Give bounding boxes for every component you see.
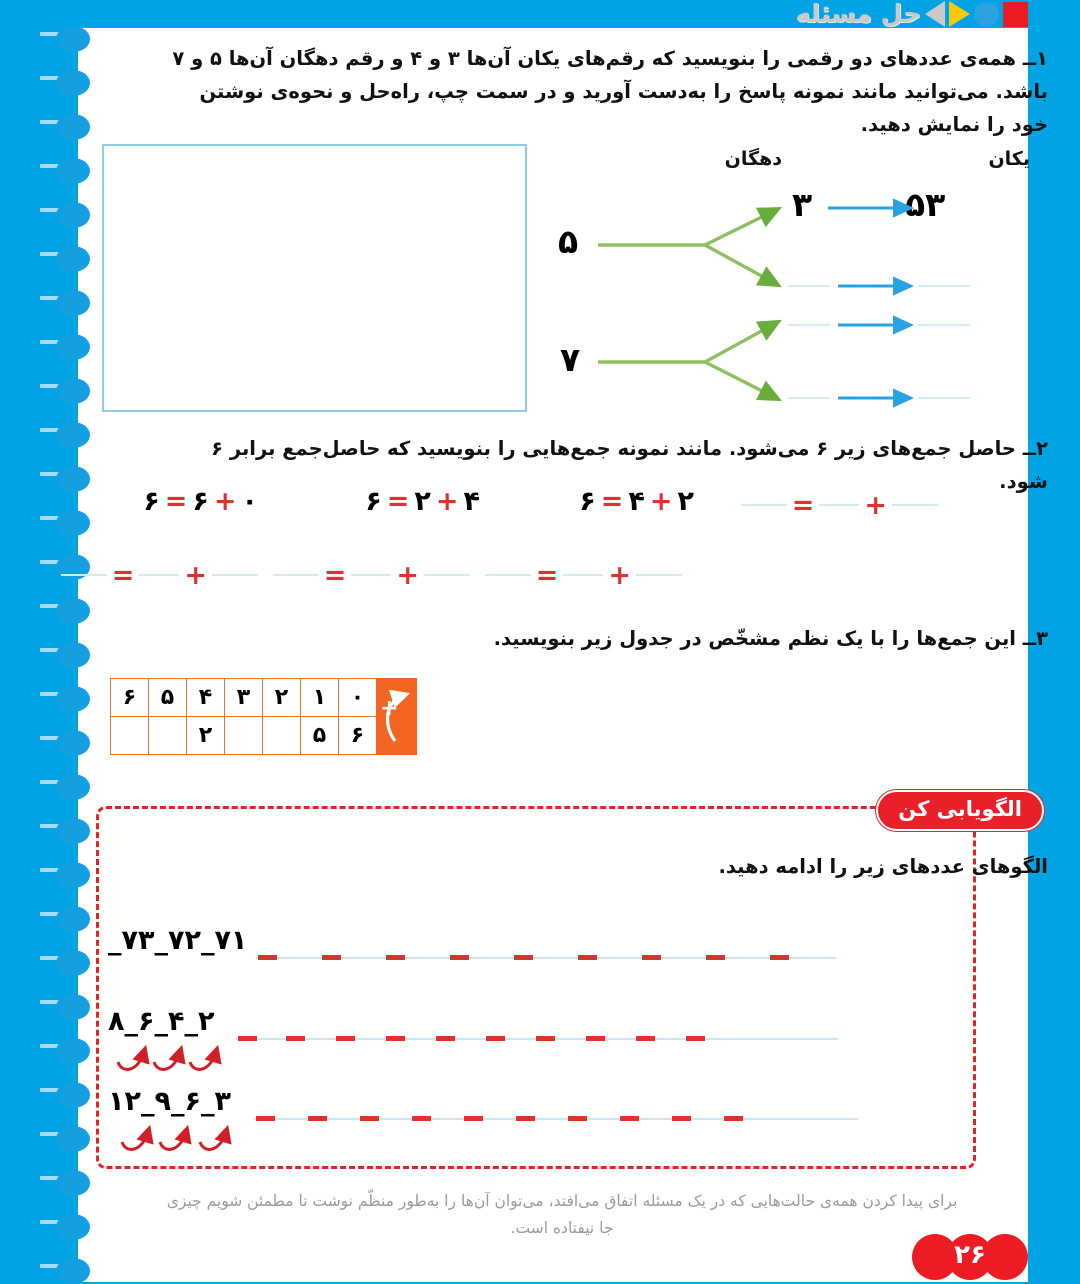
spiral-ring bbox=[56, 246, 90, 272]
equation-2-result: ۶ bbox=[365, 486, 382, 517]
spiral-ring bbox=[56, 70, 90, 96]
pattern-row-1-numbers: ۷۱_۷۲_۷۳_ bbox=[108, 925, 248, 956]
pattern-badge: الگویابی کن bbox=[876, 790, 1044, 831]
equals-sign: = bbox=[386, 486, 410, 517]
spiral-ring bbox=[56, 1038, 90, 1064]
plus-sign: + bbox=[608, 559, 631, 591]
tree-ones-digit-filled: ۳ bbox=[792, 185, 813, 224]
spiral-ring bbox=[56, 334, 90, 360]
pattern-row-3-numbers: ۳_۶_۹_۱۲ bbox=[108, 1086, 231, 1117]
spiral-ring bbox=[56, 466, 90, 492]
pattern-prompt-text: الگوهای عددهای زیر را ادامه دهید. bbox=[718, 855, 1048, 878]
pattern-row-1[interactable] bbox=[108, 925, 938, 985]
table-cell: ۲ bbox=[263, 679, 301, 717]
tree-label-tens: دهگان bbox=[724, 148, 782, 170]
blue-circle-icon bbox=[974, 2, 999, 27]
equation-1-result: ۶ bbox=[143, 486, 160, 517]
spiral-ring bbox=[56, 26, 90, 52]
spiral-ring bbox=[56, 642, 90, 668]
spiral-ring bbox=[56, 510, 90, 536]
page-number-text: ۲۶ bbox=[954, 1240, 986, 1270]
pattern-row-3[interactable] bbox=[108, 1086, 938, 1146]
spiral-ring bbox=[56, 1214, 90, 1240]
pattern-row-1-line bbox=[256, 957, 836, 959]
answer-work-box[interactable] bbox=[102, 144, 527, 412]
table-cell-input[interactable]: ۲ bbox=[187, 717, 225, 755]
spiral-ring bbox=[56, 202, 90, 228]
table-cell-input[interactable] bbox=[225, 717, 263, 755]
table-header-plus-cell bbox=[377, 679, 417, 755]
spiral-ring bbox=[56, 686, 90, 712]
table-cell: ۵ bbox=[149, 679, 187, 717]
equation-blank-2[interactable] bbox=[61, 559, 258, 591]
equation-1-a: ۰ bbox=[241, 486, 258, 517]
plus-icon: + bbox=[380, 696, 399, 721]
plus-sign: + bbox=[184, 559, 207, 591]
banner-title: حل مسئله bbox=[795, 0, 921, 28]
equation-blank-1[interactable] bbox=[741, 489, 938, 521]
table-cell: ۰ bbox=[339, 679, 377, 717]
yellow-triangle-icon bbox=[949, 1, 970, 27]
table-cell-input[interactable] bbox=[263, 717, 301, 755]
spiral-ring bbox=[56, 290, 90, 316]
table-cell: ۱ bbox=[301, 679, 339, 717]
table-cell: ۶ bbox=[111, 679, 149, 717]
spiral-ring bbox=[56, 1170, 90, 1196]
equation-blank-3[interactable] bbox=[273, 559, 470, 591]
spiral-ring bbox=[56, 1258, 90, 1284]
spiral-ring bbox=[56, 1082, 90, 1108]
spiral-ring bbox=[56, 378, 90, 404]
table-row bbox=[111, 679, 417, 717]
question-2-text: ۲ــ حاصل جمع‌های زیر ۶ می‌شود. مانند نمونه جمع‌هایی را بنویسید که حاصل‌جمع برابر ۶ شود. bbox=[211, 437, 1048, 493]
equation-3-result: ۶ bbox=[579, 486, 596, 517]
table-cell-input[interactable] bbox=[111, 717, 149, 755]
equation-2-a: ۴ bbox=[463, 486, 480, 517]
tree-branches-svg bbox=[520, 140, 1020, 425]
equals-sign: = bbox=[791, 489, 815, 521]
equation-3 bbox=[579, 486, 694, 517]
plus-sign: + bbox=[435, 486, 459, 517]
question-1-text: ۱ــ همه‌ی عددهای دو رقمی را بنویسید که رقم‌های یکان آن‌ها ۳ و ۴ و رقم دهگان آن‌ها ۵ و ۷ باشد. می‌توانید مانند نمونه پاسخ را به‌دست آورید و در سمت چپ، راه‌حل و نحوه‌ی نوشتن خود را نمایش دهید. bbox=[172, 47, 1048, 136]
question-3-text: ۳ــ این جمع‌ها را با یک نظم مشخّص در جدول زیر بنویسید. bbox=[493, 627, 1048, 650]
equations-area bbox=[100, 478, 1000, 593]
table-cell-input[interactable]: ۵ bbox=[301, 717, 339, 755]
pattern-row-3-step-arrows bbox=[114, 1122, 254, 1156]
equals-sign: = bbox=[111, 559, 135, 591]
spiral-ring bbox=[56, 598, 90, 624]
plus-sign: + bbox=[649, 486, 673, 517]
equation-3-a: ۲ bbox=[677, 486, 694, 517]
tree-label-ones: یکان bbox=[988, 148, 1030, 170]
spiral-ring bbox=[56, 994, 90, 1020]
spiral-ring bbox=[56, 730, 90, 756]
table-cell-input[interactable]: ۶ bbox=[339, 717, 377, 755]
plus-sign: + bbox=[396, 559, 419, 591]
sum-table[interactable] bbox=[110, 678, 417, 755]
equals-sign: = bbox=[164, 486, 188, 517]
equation-2-b: ۲ bbox=[414, 486, 431, 517]
spiral-ring bbox=[56, 818, 90, 844]
spiral-ring bbox=[56, 774, 90, 800]
spiral-ring bbox=[56, 114, 90, 140]
arrow-shape-icon bbox=[925, 1, 945, 27]
spiral-binding bbox=[0, 0, 110, 1282]
equation-blank-4[interactable] bbox=[485, 559, 682, 591]
equals-sign: = bbox=[323, 559, 347, 591]
pattern-row-2-numbers: ۲_۴_۶_۸ bbox=[108, 1006, 215, 1037]
spiral-ring bbox=[56, 906, 90, 932]
table-cell: ۴ bbox=[187, 679, 225, 717]
equals-sign: = bbox=[600, 486, 624, 517]
curved-arrow-icon bbox=[385, 687, 419, 749]
spiral-ring bbox=[56, 422, 90, 448]
tree-result-filled: ۵۳ bbox=[905, 185, 946, 224]
plus-sign: + bbox=[213, 486, 237, 517]
page-number-badge bbox=[912, 1234, 1028, 1282]
equation-3-b: ۴ bbox=[628, 486, 645, 517]
spiral-ring bbox=[56, 862, 90, 888]
spiral-ring bbox=[56, 158, 90, 184]
table-cell-input[interactable] bbox=[149, 717, 187, 755]
spiral-ring bbox=[56, 950, 90, 976]
spiral-ring bbox=[56, 1126, 90, 1152]
equation-2 bbox=[365, 486, 480, 517]
footer-note: برای پیدا کردن همه‌ی حالت‌هایی که در یک مسئله اتفاق می‌افتد، می‌توان آن‌ها را به‌طور منظّم نوشت تا مطمئن شویم چیزی جا نیفتاده است. bbox=[166, 1192, 958, 1237]
pattern-row-2-step-arrows bbox=[110, 1042, 240, 1076]
table-row bbox=[111, 717, 417, 755]
equation-1 bbox=[143, 486, 258, 517]
chapter-banner bbox=[795, 0, 1028, 30]
equals-sign: = bbox=[535, 559, 559, 591]
pattern-row-2[interactable] bbox=[108, 1006, 938, 1066]
place-value-tree-diagram bbox=[520, 140, 1030, 425]
pattern-row-3-line bbox=[254, 1118, 858, 1120]
equation-1-b: ۶ bbox=[192, 486, 209, 517]
red-square-icon bbox=[1003, 2, 1028, 27]
tree-tens-digit-2: ۷ bbox=[560, 340, 581, 379]
tree-tens-digit-1: ۵ bbox=[558, 222, 579, 261]
table-cell: ۳ bbox=[225, 679, 263, 717]
plus-sign: + bbox=[864, 489, 887, 521]
